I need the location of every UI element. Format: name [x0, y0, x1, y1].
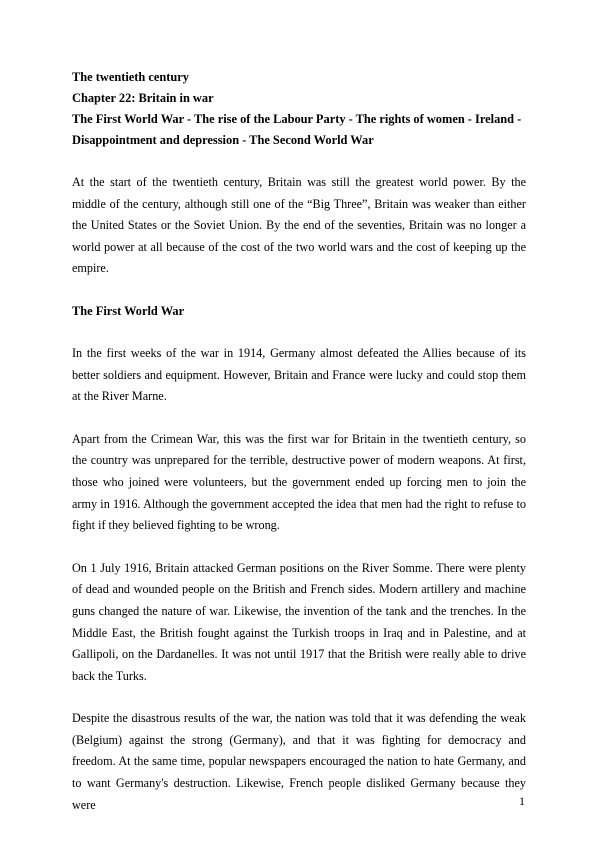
page-number: 1 — [519, 794, 525, 808]
page-content — [72, 67, 526, 816]
chapter-heading — [72, 67, 526, 151]
spacer — [72, 687, 526, 708]
intro-paragraph: At the start of the twentieth century, Britain was still the greatest world power. By the middle of the century, although still one of the “Big Three”, Britain was weaker than either the United States or the Soviet Union. By the end of the seventies, Britain was no longer a world power at all because of the cost of the two world wars and the cost of keeping up the empire. — [72, 175, 526, 276]
chapter-topics-line-1: The First World War - The rise of the Labour Party - The rights of women - Ireland - — [72, 112, 522, 126]
chapter-title: Chapter 22: Britain in war — [72, 91, 214, 105]
spacer — [72, 537, 526, 558]
body-paragraph: Apart from the Crimean War, this was the first war for Britain in the twentieth century, so the country was unprepared for the terrible, destructive power of modern weapons. At first, those who joined were volunteers, but the government ended up forcing men to join the army in 1916. Although the government accepted the idea that men had the right to refuse to fight if they believed fighting to be wrong. — [72, 431, 526, 533]
spacer — [72, 408, 526, 429]
spacer — [72, 151, 526, 172]
book-part-title: The twentieth century — [72, 70, 190, 84]
spacer — [72, 322, 526, 343]
chapter-topics-line-2: Disappointment and depression - The Second World War — [72, 133, 374, 147]
body-paragraph: In the first weeks of the war in 1914, Germany almost defeated the Allies because of its better soldiers and equipment. However, Britain and France were lucky and could stop them at the River Marne. — [72, 345, 526, 404]
body-paragraph: Despite the disastrous results of the war, the nation was told that it was defending the weak (Belgium) against the strong (Germany), and that it was fighting for democracy and freedom. At the same time, popular newspapers encouraged the nation to hate Germany, and to want Germany's destruction. Likewise, French people disliked Germany because they were — [72, 711, 526, 812]
spacer — [72, 280, 526, 301]
section-title: The First World War — [72, 303, 185, 318]
body-paragraph: On 1 July 1916, Britain attacked German positions on the River Somme. There were plenty of dead and wounded people on the British and French sides. Modern artillery and machine guns changed the nature of war. Likewise, the invention of the tank and the trenches. In the Middle East, the British fought against the Turkish troops in Iraq and in Palestine, and at Gallipoli, on the Dardanelles. It was not until 1917 that the British were really able to drive back the Turks. — [72, 560, 526, 683]
